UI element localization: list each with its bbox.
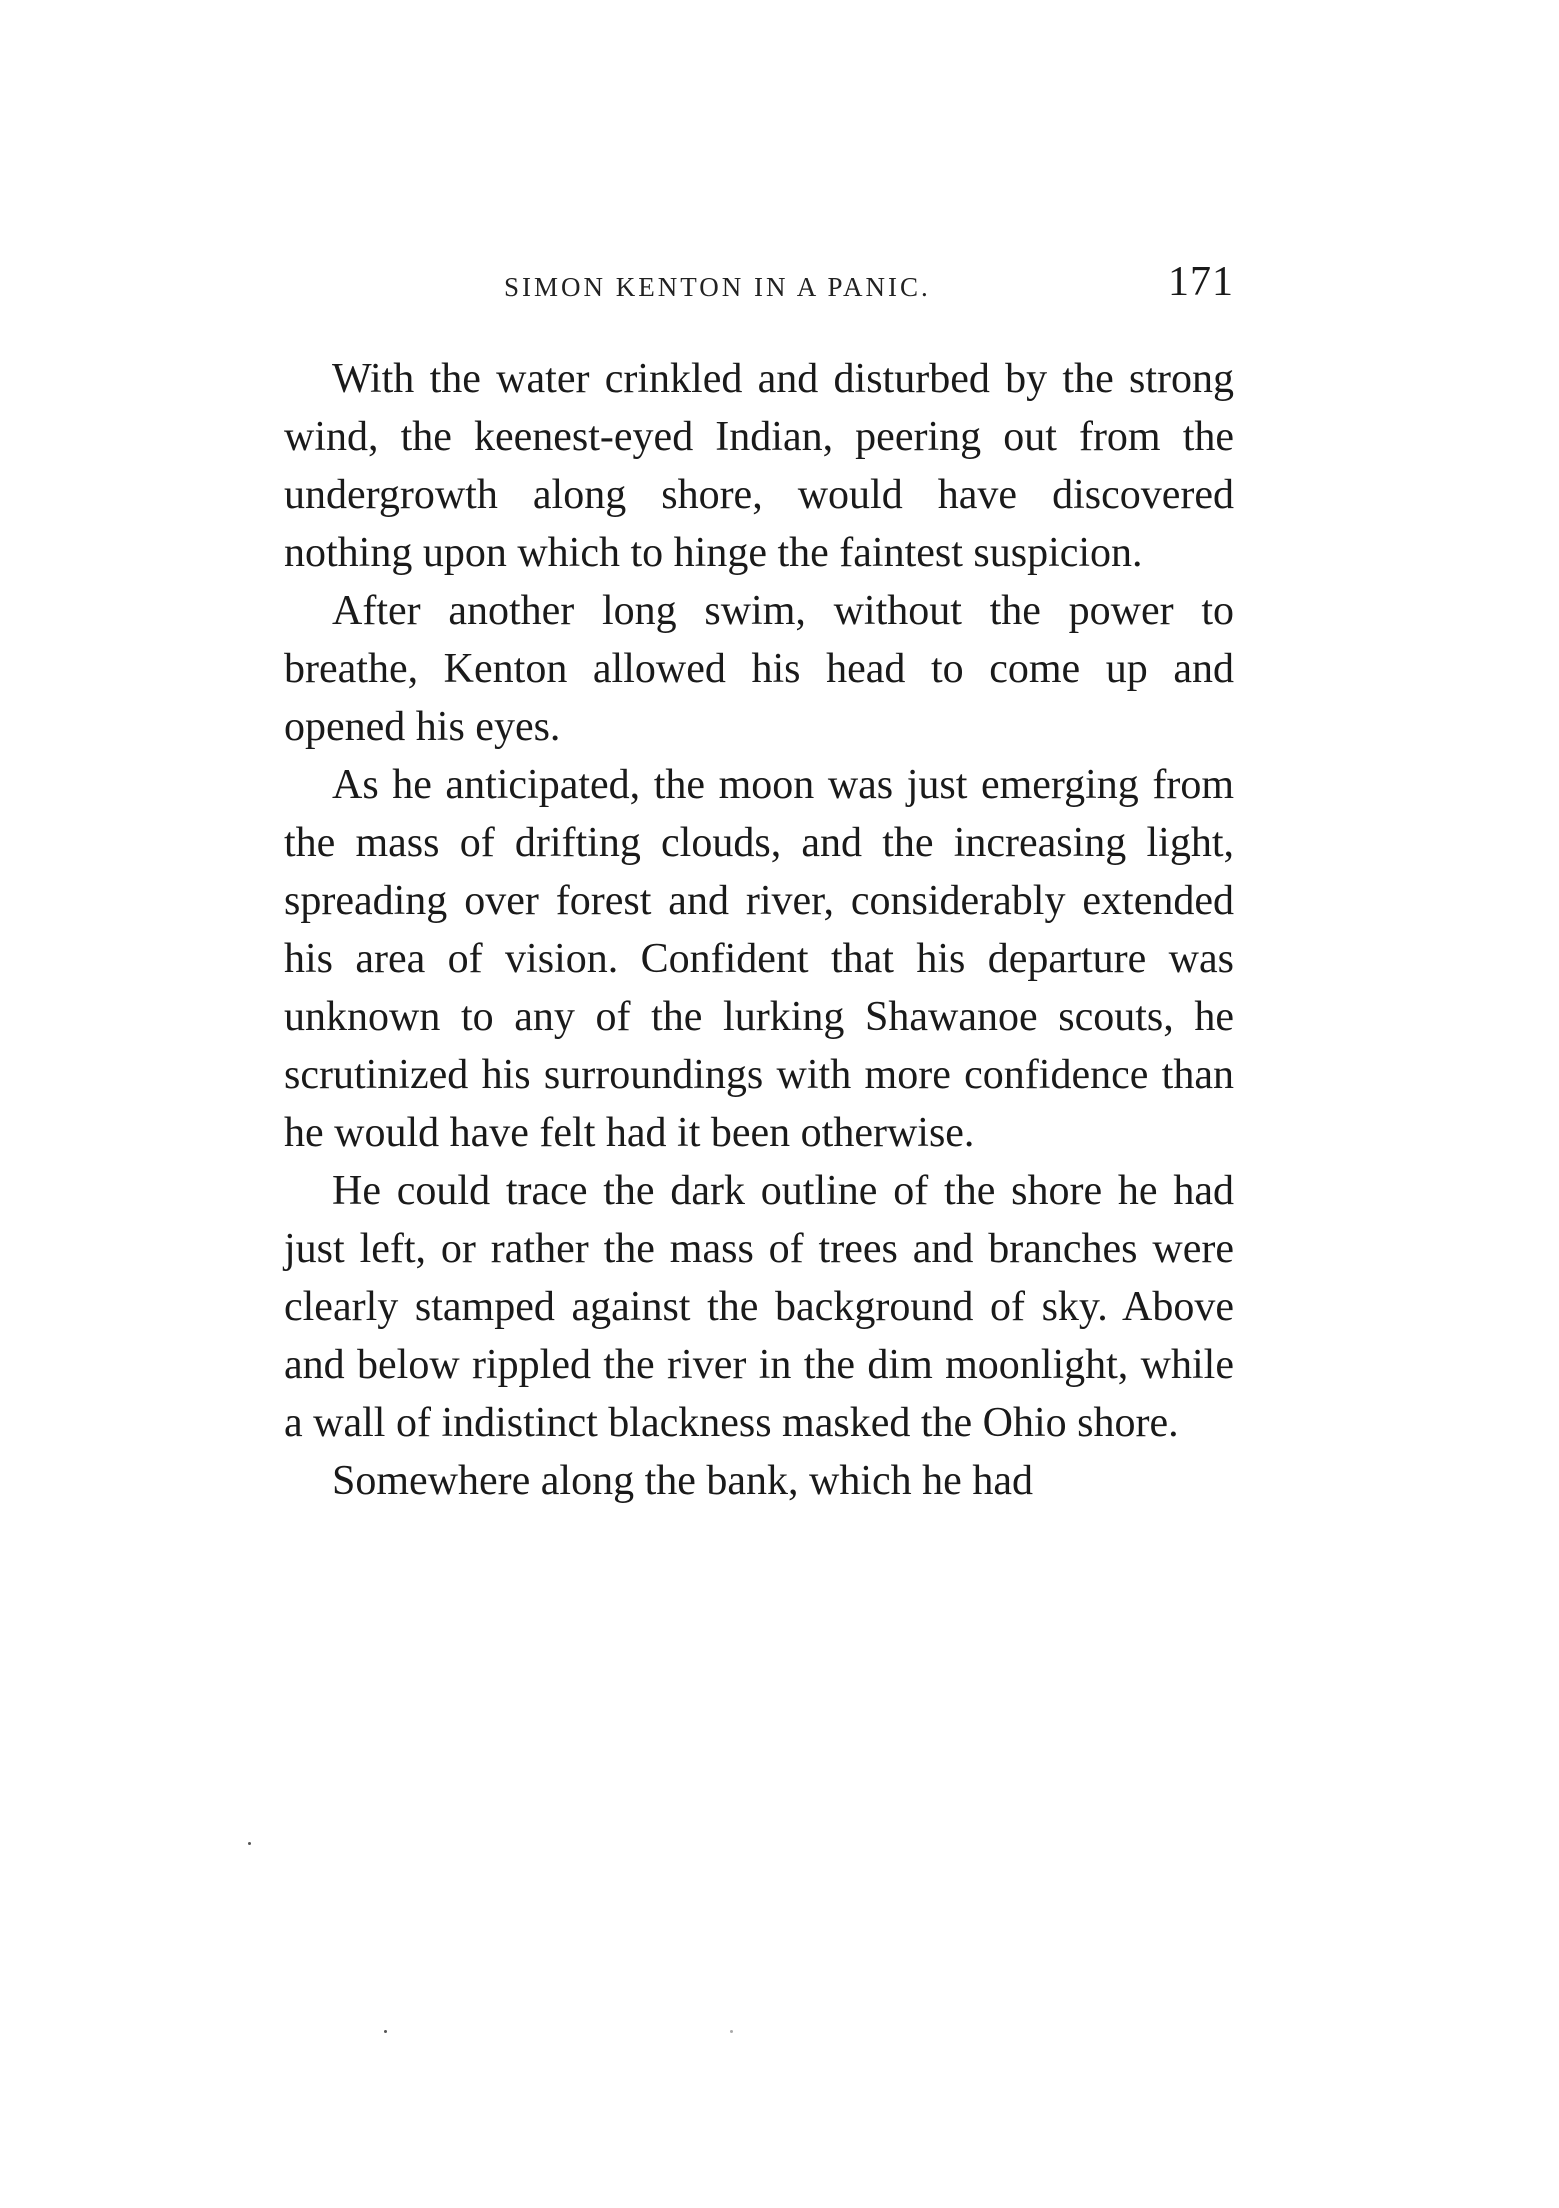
paragraph-5: Somewhere along the bank, which he had (332, 1458, 1033, 1504)
paragraph-2: After another long swim, without the power to breathe, Kenton allowed his head to come up and opened his eyes. (284, 588, 1234, 750)
paragraph-1: With the water crinkled and disturbed by the strong wind, the keenest-eyed Indian, peering out from the undergrowth along shore, would have discovered nothing upon which to hinge the faintest suspicion. (284, 356, 1234, 576)
paragraph-4: He could trace the dark outline of the shore he had just left, or rather the mass of trees and branches were clearly stamped against the background of sky. Above and below rippled the river in the dim moonlight, while a wall of indistinct blackness masked the Ohio shore. (284, 1168, 1234, 1446)
body-text (284, 350, 1234, 1510)
print-speck (248, 1842, 251, 1845)
print-speck (730, 2030, 733, 2033)
paragraph-3: As he anticipated, the moon was just emerging from the mass of drifting clouds, and the increasing light, spreading over forest and river, considerably extended his area of vision. Confident that his departure was unknown to any of the lurking Shawanoe scouts, he scrutinized his surroundings with more confidence than he would have felt had it been otherwise. (284, 762, 1234, 1156)
print-speck (384, 2030, 387, 2033)
running-head (284, 258, 1234, 318)
page-number: 171 (1168, 259, 1234, 305)
running-title: SIMON KENTON IN A PANIC. (504, 272, 931, 302)
